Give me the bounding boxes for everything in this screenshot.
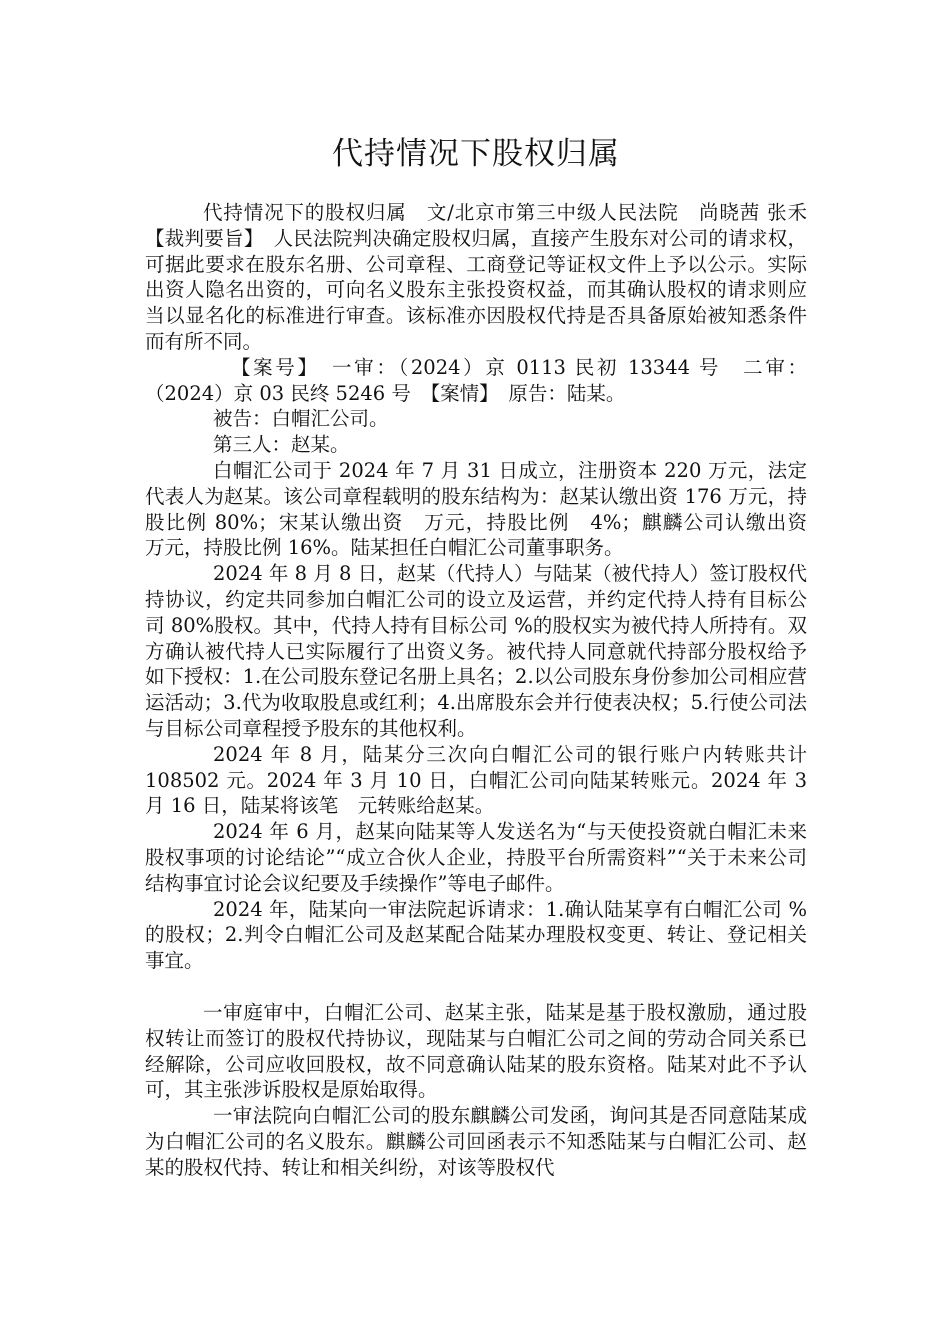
agreement-paragraph: 2024 年 8 月 8 日，赵某（代持人）与陆某（被代持人）签订股权代持协议，约定共同参加白帽汇公司的设立及运营，并约定代持人持有目标公司 80%股权。其中，代持人持有目标公司 %的股权实为被代持人所持有。双方确认被代持人已实际履行了出资义务。被代持人同意就代持部分股权给予如下授权：1.在公司股东登记名册上具名；2.以公司股东身份参加公司相应营运活动；3.代为收取股息或红利；4.出席股东会并行使表决权；5.行使公司法与目标公司章程授予股东的其他权利。: [145, 562, 807, 740]
claim-paragraph: 2024 年，陆某向一审法院起诉请求：1.确认陆某享有白帽汇公司 %的股权；2.判令白帽汇公司及赵某配合陆某办理股权变更、转让、登记相关事宜。: [145, 897, 807, 973]
document-page: [145, 120, 827, 1180]
transfer-paragraph: 2024 年 8 月，陆某分三次向白帽汇公司的银行账户内转账共计 108502 元。2024 年 3 月 10 日，白帽汇公司向陆某转账元。2024 年 3 月 16 日，陆某将该笔 元转账给赵某。: [145, 742, 807, 818]
company-paragraph: 白帽汇公司于 2024 年 7 月 31 日成立，注册资本 220 万元，法定代表人为赵某。该公司章程载明的股东结构为：赵某认缴出资 176 万元，持股比例 80%；宋某认缴出资 万元，持股比例 4%；麒麟公司认缴出资 万元，持股比例 16%。陆某担任白帽汇公司董事职务。: [145, 458, 827, 560]
email-paragraph: 2024 年 6 月，赵某向陆某等人发送名为“与天使投资就白帽汇未来股权事项的讨论结论”“成立合伙人企业，持股平台所需资料”“关于未来公司结构事宜讨论会议纪要及手续操作”等电子邮件。: [145, 820, 807, 895]
summary-paragraph: 代持情况下的股权归属 文/北京市第三中级人民法院 尚晓茜 张禾 【裁判要旨】 人民法院判决确定股权归属，直接产生股东对公司的请求权，可据此要求在股东名册、公司章程、工商登记等证权文件上予以公示。实际出资人隐名出资的，可向名义股东主张投资权益，而其确认股权的请求则应当以显名化的标准进行审查。该标准亦因股权代持是否具备原始被知悉条件而有所不同。: [145, 201, 827, 353]
third-party-paragraph: 第三人：赵某。: [213, 433, 350, 457]
document-title: 代持情况下股权归属: [332, 136, 620, 172]
paragraph-gap: [145, 974, 807, 1000]
defendant-paragraph: 被告：白帽汇公司。: [213, 407, 389, 431]
trial-paragraph: 一审庭审中，白帽汇公司、赵某主张，陆某是基于股权激励，通过股权转让而签订的股权代持协议，现陆某与白帽汇公司之间的劳动合同关系已经解除，公司应收回股权，故不同意确认陆某的股东资格。陆某对此不予认可，其主张涉诉股权是原始取得。: [145, 1000, 807, 1102]
letter-paragraph: 一审法院向白帽汇公司的股东麒麟公司发函，询问其是否同意陆某成为白帽汇公司的名义股东。麒麟公司回函表示不知悉陆某与白帽汇公司、赵某的股权代持、转让和相关纠纷，对该等股权代: [145, 1104, 807, 1179]
case-number-paragraph: 【案号】 一审：（2024）京 0113 民初 13344 号 二审：（2024）京 03 民终 5246 号 【案情】 原告：陆某。: [145, 355, 807, 405]
document-body: [145, 200, 827, 1180]
